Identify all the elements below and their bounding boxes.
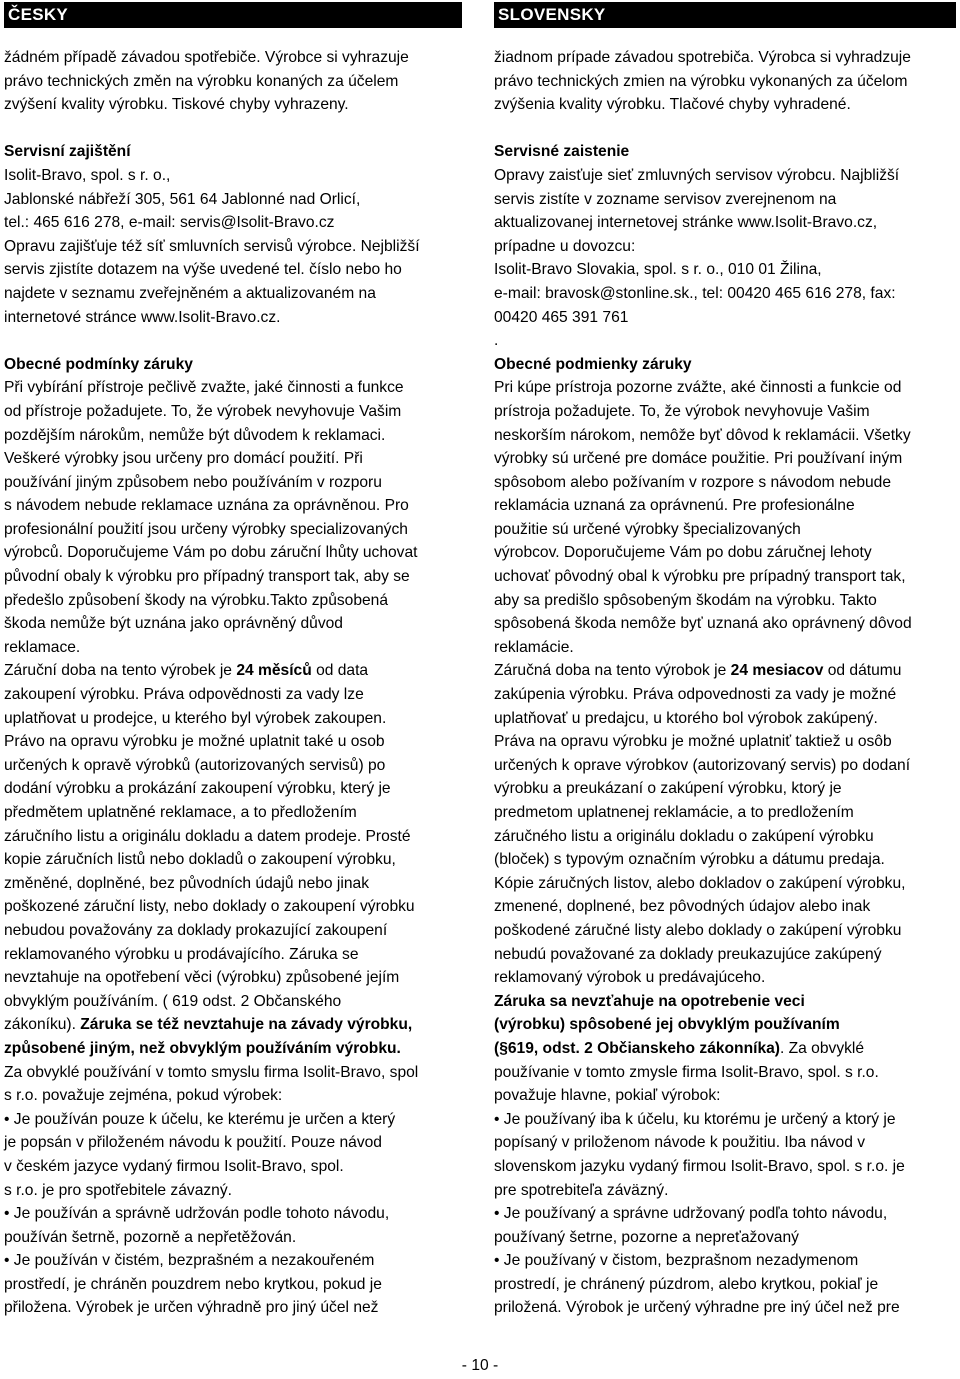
- czech-body: [4, 46, 462, 1320]
- terms-line: reklamácie.: [494, 638, 574, 656]
- intro-line: právo technických změn na výrobku konaných za účelem: [4, 72, 399, 90]
- service-line: tel.: 465 616 278, e-mail: servis@Isolit-Bravo.cz: [4, 214, 335, 232]
- usage-line: považuje hlavne, pokiaľ výrobok:: [494, 1087, 721, 1105]
- service-heading: Servisní zajištění: [4, 143, 131, 161]
- warranty-line: kopie záručních listů nebo dokladů o zakoupení výrobku,: [4, 851, 396, 869]
- intro-line: zvýšení kvality výrobku. Tiskové chyby vyhrazeny.: [4, 96, 349, 114]
- warranty-line: reklamovaný výrobok u predávajúceho.: [494, 969, 766, 987]
- civil-code-line: [494, 1037, 956, 1061]
- usage-line: • Je používaný v čistom, bezprašnom nezadymenom: [494, 1252, 859, 1270]
- exclusion-bold-line: Záruka sa nevzťahuje na opotrebenie veci: [494, 992, 805, 1010]
- warranty-line: uplatňovať u predajcu, u ktorého bol výrobok zakúpený.: [494, 709, 878, 727]
- warranty-prefix: Záručná doba na tento výrobok je: [494, 662, 731, 680]
- usage-line: v českém jazyce vydaný firmou Isolit-Bravo, spol.: [4, 1157, 344, 1175]
- warranty-line: poškozené záruční listy, nebo doklady o zakoupení výrobku: [4, 898, 415, 916]
- terms-line: spôsobená škoda nemôže byť uznaná ako oprávnený dôvod: [494, 615, 912, 633]
- warranty-suffix: od dátumu: [823, 662, 902, 680]
- usage-line: používaný šetrne, pozorne a nepreťažovaný: [494, 1228, 799, 1246]
- warranty-line: zakoupení výrobku. Práva odpovědnosti za vady lze: [4, 686, 364, 704]
- warranty-line: záručného listu a originálu dokladu o zakúpení výrobku: [494, 827, 874, 845]
- usage-line: s r.o. považuje zejména, pokud výrobek:: [4, 1087, 283, 1105]
- warranty-line: změněné, doplněné, bez původních údajů nebo jinak: [4, 874, 369, 892]
- warranty-duration: 24 měsíců: [236, 662, 312, 680]
- terms-line: původní obaly k výrobku pro případný transport tak, aby se: [4, 568, 410, 586]
- page-number: - 10 -: [461, 1357, 499, 1374]
- usage-line: • Je používaný a správne udržovaný podľa tohto návodu,: [494, 1205, 888, 1223]
- warranty-line: reklamovaného výrobku u prodávajícího. Záruka se: [4, 945, 359, 963]
- usage-line: • Je používán v čistém, bezprašném a nezakouřeném: [4, 1252, 375, 1270]
- warranty-period-line: [4, 659, 462, 683]
- usage-line: • Je používán a správně udržován podle tohoto návodu,: [4, 1205, 390, 1223]
- terms-line: škoda nemůže být uznána jako oprávněný důvod: [4, 615, 343, 633]
- warranty-line: určených k oprave výrobkov (autorizovaný servis) po dodaní: [494, 756, 911, 774]
- warranty-line: predmetom uplatnenej reklamácie, a to predložením: [494, 804, 854, 821]
- service-line: Isolit-Bravo, spol. s r. o.,: [4, 166, 171, 184]
- warranty-line: záručního listu a originálu dokladu a datem prodeje. Prosté: [4, 827, 411, 845]
- usage-line: priložená. Výrobok je určený výhradne pre iný účel než pre: [494, 1299, 900, 1317]
- intro-line: zvýšenia kvality výrobku. Tlačové chyby vyhradené.: [494, 96, 851, 114]
- service-line: 00420 465 391 761: [494, 308, 629, 326]
- warranty-line: zmenené, doplnené, bez pôvodných údajov alebo inak: [494, 898, 871, 916]
- usage-line: používán šetrně, pozorně a nepřetěžován.: [4, 1228, 297, 1246]
- warranty-duration: 24 mesiacov: [730, 662, 824, 680]
- terms-line: aby sa predišlo spôsobeným škodám na výrobku. Takto: [494, 591, 877, 609]
- service-line: aktualizovanej internetovej stránke www.Isolit-Bravo.cz,: [494, 214, 878, 232]
- exclusion-bold-line: způsobené jiným, než obvyklým používáním výrobku.: [4, 1039, 401, 1057]
- service-line: Jablonské nábřeží 305, 561 64 Jablonné nad Orlicí,: [4, 190, 361, 208]
- terms-line: s návodem nebude reklamace uznána za oprávněnou. Pro: [4, 497, 409, 515]
- warranty-line: zakúpenia výrobku. Práva odpovednosti za vady je možné: [494, 686, 897, 704]
- warranty-suffix: od data: [311, 662, 369, 680]
- warranty-line: (bloček) s typovým označním výrobku a dátumu predaja.: [494, 851, 885, 869]
- service-line: Isolit-Bravo Slovakia, spol. s r. o., 010 01 Žilina,: [494, 261, 822, 279]
- terms-heading: Obecné podmínky záruky: [4, 355, 193, 373]
- service-line: najdete v seznamu zveřejněném a aktualizovaném na: [4, 284, 376, 302]
- warranty-line: Právo na opravu výrobku je možné uplatnit také u osob: [4, 733, 385, 751]
- terms-line: předešlo způsobení škody na výrobku.Takto způsobená: [4, 591, 389, 609]
- warranty-prefix: Záruční doba na tento výrobek je: [4, 662, 237, 680]
- usage-line: • Je používán pouze k účelu, ke kterému je určen a který: [4, 1110, 396, 1128]
- usage-line: pre spotrebiteľa záväzný.: [494, 1181, 669, 1199]
- terms-line: reklamace.: [4, 638, 81, 656]
- service-line: Opravu zajišťuje též síť smluvních servisů výrobce. Nejbližší: [4, 237, 420, 255]
- civil-code-plain: zákoníku).: [4, 1016, 81, 1034]
- warranty-period-line: [494, 659, 956, 683]
- warranty-line: poškodené záručné listy alebo doklady o zakúpení výrobku: [494, 921, 902, 939]
- intro-line: žiadnom prípade závadou spotrebiča. Výrobca si vyhradzuje: [494, 49, 911, 66]
- terms-line: od přístroje požadujete. To, že výrobek nevyhovuje Vašim: [4, 402, 402, 420]
- usage-line: • Je používaný iba k účelu, ku ktorému je určený a ktorý je: [494, 1110, 896, 1128]
- warranty-line: dodání výrobku a prokázání zakoupení výrobku, který je: [4, 780, 391, 798]
- slovak-header: SLOVENSKY: [494, 2, 956, 28]
- service-line: Opravy zaisťuje sieť zmluvných servisov výrobcu. Najbližší: [494, 166, 900, 184]
- terms-line: uchovať pôvodný obal k výrobku pre prípadný transport tak,: [494, 568, 906, 586]
- intro-line: žádném případě závadou spotřebiče. Výrobce si vyhrazuje: [4, 49, 409, 66]
- usage-line: přiložena. Výrobek je určen výhradně pro jiný účel než: [4, 1299, 379, 1317]
- usage-line: Za obvyklé používání v tomto smyslu firma Isolit-Bravo, spol: [4, 1063, 419, 1081]
- terms-line: výrobcov. Doporučujeme Vám po dobu záručnej lehoty: [494, 544, 872, 562]
- czech-header: ČESKY: [4, 2, 462, 28]
- warranty-line: Práva na opravu výrobku je možné uplatniť taktiež u osôb: [494, 733, 892, 751]
- usage-line: je popsán v přiloženém návodu k použití. Pouze návod: [4, 1134, 382, 1152]
- terms-line: reklamácia uznaná za oprávnenú. Pre profesionálne: [494, 497, 855, 515]
- terms-line: pozdějším nárokům, nemůže být důvodem k reklamaci.: [4, 426, 386, 444]
- civil-code-bold: (§619, odst. 2 Občianskeho zákonníka): [494, 1039, 780, 1057]
- terms-line: používání jiným způsobem nebo používáním v rozporu: [4, 473, 382, 491]
- terms-line: neskorším nárokom, nemôže byť dôvod k reklamácii. Všetky: [494, 426, 911, 444]
- warranty-line: výrobku a preukázaní o zakúpení výrobku, ktorý je: [494, 780, 842, 798]
- terms-line: prístroja požadujete. To, že výrobok nevyhovuje Vašim: [494, 402, 870, 420]
- terms-line: Veškeré výrobky jsou určeny pro domácí použití. Při: [4, 450, 363, 468]
- usage-line: popísaný v priloženom návode k použitiu. Iba návod v: [494, 1134, 866, 1152]
- service-line: internetové stránce www.Isolit-Bravo.cz.: [4, 308, 281, 326]
- civil-code-plain: . Za obvyklé: [779, 1039, 865, 1057]
- usage-line: prostředí, je chráněn pouzdrem nebo krytkou, pokud je: [4, 1275, 382, 1293]
- slovak-column: [494, 2, 956, 1320]
- warranty-line: Kópie záručných listov, alebo dokladov o zakúpení výrobku,: [494, 874, 906, 892]
- czech-column: [4, 2, 462, 1320]
- warranty-line: určených k opravě výrobků (autorizovaných servisů) po: [4, 756, 386, 774]
- service-line: servis zistíte v zozname servisov zverejnenom na: [494, 190, 837, 208]
- terms-line: Pri kúpe prístroja pozorne zvážte, aké činnosti a funkcie od: [494, 379, 902, 397]
- service-line: e-mail: bravosk@stonline.sk., tel: 00420 465 616 278, fax:: [494, 284, 896, 302]
- terms-line: výrobky sú určené pre domáce použitie. Pri používaní iným: [494, 450, 903, 468]
- service-heading: Servisné zaistenie: [494, 143, 630, 161]
- intro-line: právo technických zmien na výrobku vykonaných za účelom: [494, 72, 908, 90]
- warranty-line: uplatňovat u prodejce, u kterého byl výrobek zakoupen.: [4, 709, 387, 727]
- usage-line: používanie v tomto zmysle firma Isolit-Bravo, spol. s r.o.: [494, 1063, 879, 1081]
- service-line: .: [494, 332, 499, 350]
- service-line: servis zjistíte dotazem na výše uvedené tel. číslo nebo ho: [4, 261, 402, 279]
- terms-line: výrobců. Doporučujeme Vám po dobu záruční lhůty uchovat: [4, 544, 418, 562]
- exclusion-bold-line: (výrobku) spôsobené jej obvyklým používaním: [494, 1016, 840, 1034]
- warranty-line: obvyklým používáním. ( 619 odst. 2 Občanského: [4, 992, 342, 1010]
- usage-line: prostredí, je chránený púzdrom, alebo krytkou, pokiaľ je: [494, 1275, 879, 1293]
- civil-code-line: [4, 1013, 462, 1037]
- terms-line: Při vybírání přístroje pečlivě zvažte, jaké činnosti a funkce: [4, 379, 404, 397]
- terms-line: profesionální použití jsou určeny výrobky specializovaných: [4, 520, 408, 538]
- slovak-body: [494, 46, 956, 1320]
- usage-line: slovenskom jazyku vydaný firmou Isolit-Bravo, spol. s r.o. je: [494, 1157, 905, 1175]
- terms-heading: Obecné podmienky záruky: [494, 355, 692, 373]
- terms-line: použitie sú určené výrobky špecializovaných: [494, 520, 801, 538]
- warranty-line: nebudou považovány za doklady prokazující zakoupení: [4, 921, 388, 939]
- warranty-line: předmětem uplatněné reklamace, a to předložením: [4, 804, 357, 821]
- usage-line: s r.o. je pro spotřebitele závazný.: [4, 1181, 232, 1199]
- warranty-line: nebudú považované za doklady preukazujúce zakúpený: [494, 945, 882, 963]
- service-line: prípadne u dovozcu:: [494, 237, 636, 255]
- terms-line: spôsobom alebo požívaním v rozpore s návodom nebude: [494, 473, 892, 491]
- warranty-line: nevztahuje na opotřebení věci (výrobku) způsobené jejím: [4, 969, 400, 987]
- exclusion-bold: Záruka se též nevztahuje na závady výrobku,: [80, 1016, 413, 1034]
